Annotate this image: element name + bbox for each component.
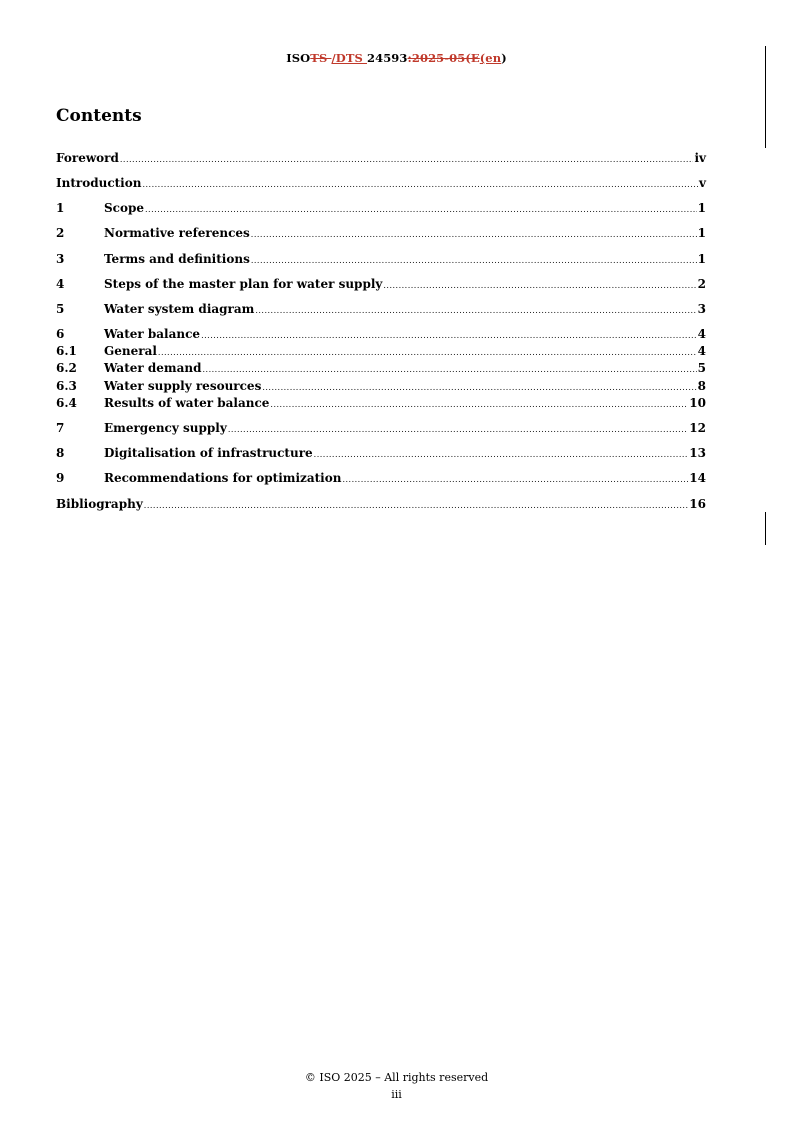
toc-dot-leader (228, 422, 688, 438)
toc-entry-page: 12 (689, 421, 706, 435)
toc-entry-title: Foreword (56, 151, 119, 165)
toc-dot-leader (251, 227, 697, 243)
toc-entry-page: iv (694, 151, 706, 165)
toc-entry-number: 7 (56, 421, 65, 435)
toc-entry-title: Normative references (104, 226, 250, 240)
toc-entry-page: 14 (689, 471, 706, 485)
header-deleted-text: TS (310, 51, 332, 65)
change-bar-top (765, 46, 766, 148)
toc-entry[interactable] (56, 225, 706, 241)
toc-entry-number: 6.2 (56, 361, 77, 375)
toc-entry-page: 4 (697, 327, 706, 341)
toc-entry-number: 6.4 (56, 396, 77, 410)
toc-entry[interactable] (56, 301, 706, 317)
toc-entry-title: Digitalisation of infrastructure (104, 446, 313, 460)
toc-entry-number: 5 (56, 302, 65, 316)
toc-entry-number: 3 (56, 252, 65, 266)
toc-dot-leader (158, 345, 697, 361)
toc-entry-title: Bibliography (56, 497, 143, 511)
toc-dot-leader (342, 472, 688, 488)
document-header (0, 51, 793, 65)
toc-dot-leader (145, 202, 697, 218)
toc-entry-page: 5 (697, 361, 706, 375)
toc-entry-title: Water supply resources (104, 379, 262, 393)
footer-copyright: © ISO 2025 – All rights reserved (304, 1071, 489, 1084)
toc-entry-number: 1 (56, 201, 65, 215)
toc-entry-number: 4 (56, 277, 65, 291)
toc-entry-title: Steps of the master plan for water supply (104, 277, 383, 291)
toc-entry-number: 6.3 (56, 379, 77, 393)
toc-entry-page: 13 (689, 446, 706, 460)
toc-entry[interactable] (56, 326, 706, 342)
change-bar-middle (765, 512, 766, 545)
toc-entry-number: 6 (56, 327, 65, 341)
header-inserted-text: /DTS (331, 51, 367, 65)
toc-dot-leader (142, 177, 698, 193)
toc-dot-leader (255, 303, 696, 319)
toc-entry[interactable] (56, 343, 706, 359)
toc-entry[interactable] (56, 175, 706, 191)
toc-entry-page: 1 (697, 252, 706, 266)
toc-entry-page: 10 (689, 396, 706, 410)
toc-entry-title: Water demand (104, 361, 202, 375)
header-suffix: ) (501, 51, 507, 65)
toc-entry[interactable] (56, 470, 706, 486)
toc-entry-page: 4 (697, 344, 706, 358)
toc-entry-title: Recommendations for optimization (104, 471, 342, 485)
toc-entry-number: 2 (56, 226, 65, 240)
toc-entry-title: Introduction (56, 176, 142, 190)
toc-entry-title: Scope (104, 201, 145, 215)
header-deleted-date: :2025-05(E (407, 51, 480, 65)
toc-dot-leader (251, 253, 697, 269)
toc-entry-title: General (104, 344, 157, 358)
toc-entry[interactable] (56, 251, 706, 267)
toc-entry-page: 16 (689, 497, 706, 511)
page-title: Contents (56, 106, 142, 126)
toc-dot-leader (383, 278, 696, 294)
footer-page-number: iii (391, 1088, 402, 1101)
toc-entry-title: Water system diagram (104, 302, 255, 316)
toc-dot-leader (203, 362, 697, 378)
toc-entry-page: 1 (697, 201, 706, 215)
toc-entry[interactable] (56, 378, 706, 394)
toc-entry[interactable] (56, 200, 706, 216)
header-number: 24593 (367, 51, 408, 65)
toc-entry-page: 2 (697, 277, 706, 291)
header-prefix: ISO (286, 51, 311, 65)
toc-entry[interactable] (56, 276, 706, 292)
toc-entry[interactable] (56, 496, 706, 512)
toc-entry-title: Emergency supply (104, 421, 227, 435)
toc-entry-title: Terms and definitions (104, 252, 250, 266)
toc-entry[interactable] (56, 360, 706, 376)
toc-entry[interactable] (56, 420, 706, 436)
toc-entry-page: v (699, 176, 706, 190)
toc-dot-leader (314, 447, 689, 463)
toc-entry-page: 1 (697, 226, 706, 240)
toc-entry[interactable] (56, 445, 706, 461)
toc-dot-leader (144, 498, 689, 514)
toc-entry-number: 9 (56, 471, 65, 485)
toc-entry-number: 8 (56, 446, 65, 460)
toc-entry-title: Results of water balance (104, 396, 270, 410)
toc-entry-number: 6.1 (56, 344, 77, 358)
toc-dot-leader (120, 152, 694, 168)
toc-entry-title: Water balance (104, 327, 201, 341)
toc-dot-leader (262, 380, 696, 396)
header-inserted-language: (en (479, 51, 502, 65)
toc-dot-leader (270, 397, 688, 413)
toc-entry[interactable] (56, 150, 706, 166)
toc-dot-leader (201, 328, 697, 344)
toc-entry-page: 3 (697, 302, 706, 316)
toc-entry[interactable] (56, 395, 706, 411)
toc-entry-page: 8 (697, 379, 706, 393)
